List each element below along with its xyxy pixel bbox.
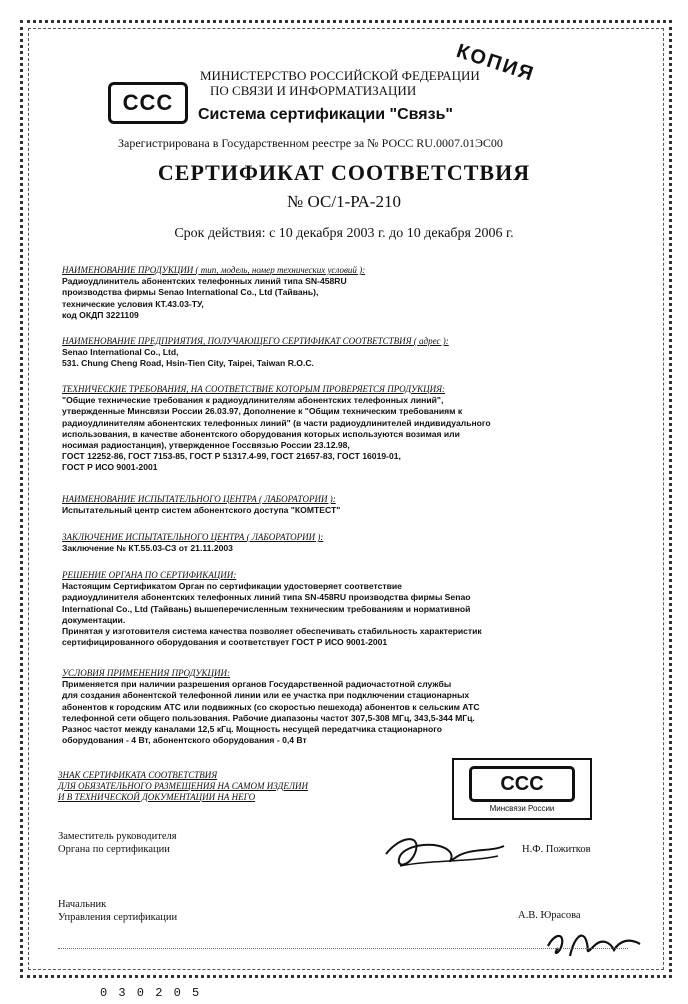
copy-stamp: КОПИЯ (453, 40, 538, 86)
footer-rule (58, 948, 628, 949)
system-name: Система сертификации "Связь" (198, 106, 453, 123)
section-conditions: УСЛОВИЯ ПРИМЕНЕНИЯ ПРОДУКЦИИ: Применяется при наличии разрешения органов Государственной радиочастотной службы для создания абонентской телефонной линии или ее участка при подключении стационарных абонентов к городским АТС или подвижных (со скоростью пешехода) абонентов к сельским АТС телефонной сети общего пользования. Рабочие диапазоны частот 307,5-308 МГц, 343,5-344 МГц. Разнос частот между каналами 12,5 кГц. Мощность несущей передатчика стационарного оборудования - 4 Вт, абонентского оборудования - 0,4 Вт (62, 668, 480, 746)
deputy-signature (380, 826, 510, 876)
section-test-center: НАИМЕНОВАНИЕ ИСПЫТАТЕЛЬНОГО ЦЕНТРА ( ЛАБОРАТОРИИ ): Испытательный центр систем абонентского доступа "КОМТЕСТ" (62, 494, 341, 516)
section-decision: РЕШЕНИЕ ОРГАНА ПО СЕРТИФИКАЦИИ: Настоящим Сертификатом Орган по сертификации удостоверяет соответствие радиоудлинителя абонентских телефонных линий типа SN-458RU производства фирмы Senao International Co., Ltd (Тайвань) вышеперечисленным техническим требованиям и нормативной документации. Принятая у изготовителя система качества позволяет обеспечивать стабильность характеристик сертифицированного оборудования и соответствует ГОСТ Р ИСО 9001-2001 (62, 570, 482, 648)
mark-subtitle: Минсвязи России (489, 804, 555, 813)
ministry-name: МИНИСТЕРСТВО РОССИЙСКОЙ ФЕДЕРАЦИИ ПО СВЯЗИ И ИНФОРМАТИЗАЦИИ (200, 68, 480, 98)
head-signatory: Начальник Управления сертификации (58, 899, 178, 923)
serial-number: 0 3 0 2 0 5 (100, 986, 202, 1000)
ccc-mark-logo: CCC (469, 766, 575, 802)
deputy-signatory: Заместитель руководителя Органа по сертификации (58, 831, 177, 855)
validity-period: Срок действия: с 10 декабря 2003 г. до 10 декабря 2006 г. (174, 226, 514, 241)
certificate-title: СЕРТИФИКАТ СООТВЕТСТВИЯ (157, 160, 531, 185)
section-product: НАИМЕНОВАНИЕ ПРОДУКЦИИ ( тип, модель, номер технических условий ): Радиоудлинитель абонентских телефонных линий типа SN-458RU производства фирмы Senao International Co., Ltd (Тайвань), технические условия КТ.43.03-ТУ, код ОКДП 3221109 (62, 265, 366, 320)
mark-note: ЗНАК СЕРТИФИКАТА СООТВЕТСТВИЯ ДЛЯ ОБЯЗАТЕЛЬНОГО РАЗМЕЩЕНИЯ НА САМОМ ИЗДЕЛИИ И В ТЕХНИЧЕСКОЙ ДОКУМЕНТАЦИИ НА НЕГО (58, 770, 308, 802)
head-signature (540, 916, 650, 966)
ccc-logo: CCC (108, 82, 188, 124)
certification-mark (452, 758, 592, 820)
registration-line: Зарегистрирована в Государственном реестре за № РОСС RU.0007.01ЭС00 (118, 136, 503, 150)
section-enterprise: НАИМЕНОВАНИЕ ПРЕДПРИЯТИЯ, ПОЛУЧАЮЩЕГО СЕРТИФИКАТ СООТВЕТСТВИЯ ( адрес ): Senao International Co., Ltd, 531. Chung Cheng Road, Hsin-Tien City, Taipei, Taiwan R.O.C. (62, 336, 449, 369)
section-conclusion: ЗАКЛЮЧЕНИЕ ИСПЫТАТЕЛЬНОГО ЦЕНТРА ( ЛАБОРАТОРИИ ): Заключение № КТ.55.03-СЗ от 21.11.2003 (62, 532, 324, 554)
head-name: А.В. Юрасова (518, 910, 581, 921)
certificate-number: № ОС/1-РА-210 (287, 192, 401, 211)
section-requirements: ТЕХНИЧЕСКИЕ ТРЕБОВАНИЯ, НА СООТВЕТСТВИЕ КОТОРЫМ ПРОВЕРЯЕТСЯ ПРОДУКЦИЯ: "Общие технические требования к радиоудлинителям абонентских телефонных линий", утвержденные Минсвязи России 26.03.97, Дополнение к "Общим техническим требованиям к радиоудлинителям абонентских телефонных линий" (в части радиоудлинителей индивидуального использования, в качестве абонентского оборудования которых используются возимая или носимая радиостанция), утвержденное Госсвязью России 23.12.98, ГОСТ 12252-86, ГОСТ 7153-85, ГОСТ Р 51317.4-99, ГОСТ 21657-83, ГОСТ 16019-01, ГОСТ Р ИСО 9001-2001 (62, 384, 491, 473)
deputy-name: Н.Ф. Пожитков (522, 844, 591, 855)
